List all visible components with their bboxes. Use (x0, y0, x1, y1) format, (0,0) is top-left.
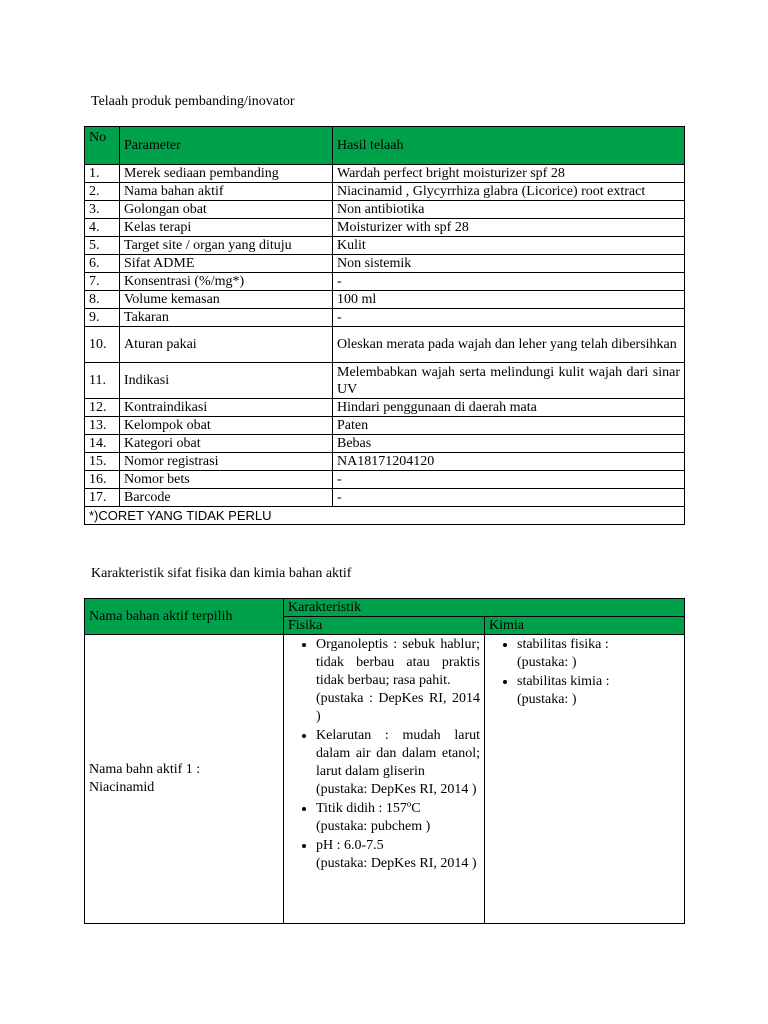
item-text: pH : 6.0-7.5 (316, 838, 384, 853)
row-value: 100 ml (333, 291, 685, 309)
row-number: 5. (85, 237, 120, 255)
active-name-line1: Nama bahn aktif 1 : (89, 762, 201, 777)
row-number: 9. (85, 309, 120, 327)
row-value: - (333, 489, 685, 507)
fisika-list (288, 635, 480, 873)
header-parameter: Parameter (120, 127, 333, 165)
table-row (85, 453, 685, 471)
item-reference: (pustaka: ) (517, 692, 577, 707)
header-karakteristik: Karakteristik (284, 599, 685, 617)
row-number: 11. (85, 363, 120, 399)
row-parameter: Nomor bets (120, 471, 333, 489)
table-row (85, 327, 685, 363)
list-item (517, 635, 680, 672)
row-number: 12. (85, 399, 120, 417)
table-row (85, 273, 685, 291)
list-item (316, 799, 480, 836)
row-value: Non antibiotika (333, 201, 685, 219)
row-parameter: Aturan pakai (120, 327, 333, 363)
row-parameter: Konsentrasi (%/mg*) (120, 273, 333, 291)
active-ingredient-name (85, 635, 284, 924)
kimia-list (489, 635, 680, 709)
list-item (316, 836, 480, 873)
row-number: 10. (85, 327, 120, 363)
table-row (85, 183, 685, 201)
row-parameter: Target site / organ yang dituju (120, 237, 333, 255)
characteristics-table (84, 598, 685, 924)
row-value: Moisturizer with spf 28 (333, 219, 685, 237)
row-parameter: Takaran (120, 309, 333, 327)
row-value: - (333, 471, 685, 489)
table-footnote-row (85, 507, 685, 525)
row-parameter: Volume kemasan (120, 291, 333, 309)
item-text: Kelarutan : mudah larut dalam air dan dalam etanol; larut dalam gliserin (316, 728, 480, 779)
table-header-row (85, 127, 685, 165)
row-parameter: Kelas terapi (120, 219, 333, 237)
list-item (517, 672, 680, 709)
row-parameter: Merek sediaan pembanding (120, 165, 333, 183)
header-result: Hasil telaah (333, 127, 685, 165)
row-number: 16. (85, 471, 120, 489)
table-row (85, 255, 685, 273)
row-value: Bebas (333, 435, 685, 453)
section1-caption: Telaah produk pembanding/inovator (91, 94, 295, 109)
kimia-cell (485, 635, 685, 924)
fisika-cell (284, 635, 485, 924)
row-parameter: Kontraindikasi (120, 399, 333, 417)
row-parameter: Kategori obat (120, 435, 333, 453)
table-row (85, 435, 685, 453)
header-fisika: Fisika (284, 617, 485, 635)
row-number: 2. (85, 183, 120, 201)
item-text: Titik didih : 157ºC (316, 801, 421, 816)
item-reference: (pustaka: DepKes RI, 2014 ) (316, 856, 477, 871)
header-kimia: Kimia (485, 617, 685, 635)
row-parameter: Nomor registrasi (120, 453, 333, 471)
row-number: 4. (85, 219, 120, 237)
table-row (85, 219, 685, 237)
item-reference: (pustaka: pubchem ) (316, 819, 431, 834)
row-number: 7. (85, 273, 120, 291)
header-active-name: Nama bahan aktif terpilih (85, 599, 284, 635)
item-reference: (pustaka : DepKes RI, 2014 ) (316, 691, 480, 724)
table-row (85, 291, 685, 309)
row-value: Paten (333, 417, 685, 435)
row-number: 17. (85, 489, 120, 507)
list-item (316, 726, 480, 799)
row-value: Niacinamid , Glycyrrhiza glabra (Licorice) root extract (333, 183, 685, 201)
row-parameter: Indikasi (120, 363, 333, 399)
table-row (85, 363, 685, 399)
row-parameter: Golongan obat (120, 201, 333, 219)
list-item (316, 635, 480, 726)
row-number: 15. (85, 453, 120, 471)
row-number: 1. (85, 165, 120, 183)
row-value: Hindari penggunaan di daerah mata (333, 399, 685, 417)
row-value: - (333, 309, 685, 327)
item-text: stabilitas kimia : (517, 674, 610, 689)
row-value: - (333, 273, 685, 291)
item-text: stabilitas fisika : (517, 637, 609, 652)
row-value: Melembabkan wajah serta melindungi kulit wajah dari sinar UV (333, 363, 685, 399)
section2-caption: Karakteristik sifat fisika dan kimia bahan aktif (91, 566, 352, 581)
row-value: Kulit (333, 237, 685, 255)
row-number: 3. (85, 201, 120, 219)
table-row (85, 201, 685, 219)
item-text: Organoleptis : sebuk hablur; tidak berbau atau praktis tidak berbau; rasa pahit. (316, 637, 480, 688)
footnote: *)CORET YANG TIDAK PERLU (85, 507, 685, 525)
active-name-line2: Niacinamid (89, 780, 155, 795)
comparison-product-table (84, 126, 685, 525)
row-value: Oleskan merata pada wajah dan leher yang telah dibersihkan (333, 327, 685, 363)
table-row (85, 309, 685, 327)
row-number: 14. (85, 435, 120, 453)
table-row (85, 489, 685, 507)
header-no: No (85, 127, 120, 165)
row-parameter: Sifat ADME (120, 255, 333, 273)
row-value: Non sistemik (333, 255, 685, 273)
table-row (85, 635, 685, 924)
item-reference: (pustaka: DepKes RI, 2014 ) (316, 782, 477, 797)
row-number: 6. (85, 255, 120, 273)
item-reference: (pustaka: ) (517, 655, 577, 670)
table-row (85, 165, 685, 183)
row-parameter: Nama bahan aktif (120, 183, 333, 201)
table-row (85, 237, 685, 255)
row-parameter: Barcode (120, 489, 333, 507)
row-value: Wardah perfect bright moisturizer spf 28 (333, 165, 685, 183)
table-row (85, 417, 685, 435)
row-value: NA18171204120 (333, 453, 685, 471)
row-parameter: Kelompok obat (120, 417, 333, 435)
table-row (85, 399, 685, 417)
row-number: 8. (85, 291, 120, 309)
row-number: 13. (85, 417, 120, 435)
table-row (85, 471, 685, 489)
